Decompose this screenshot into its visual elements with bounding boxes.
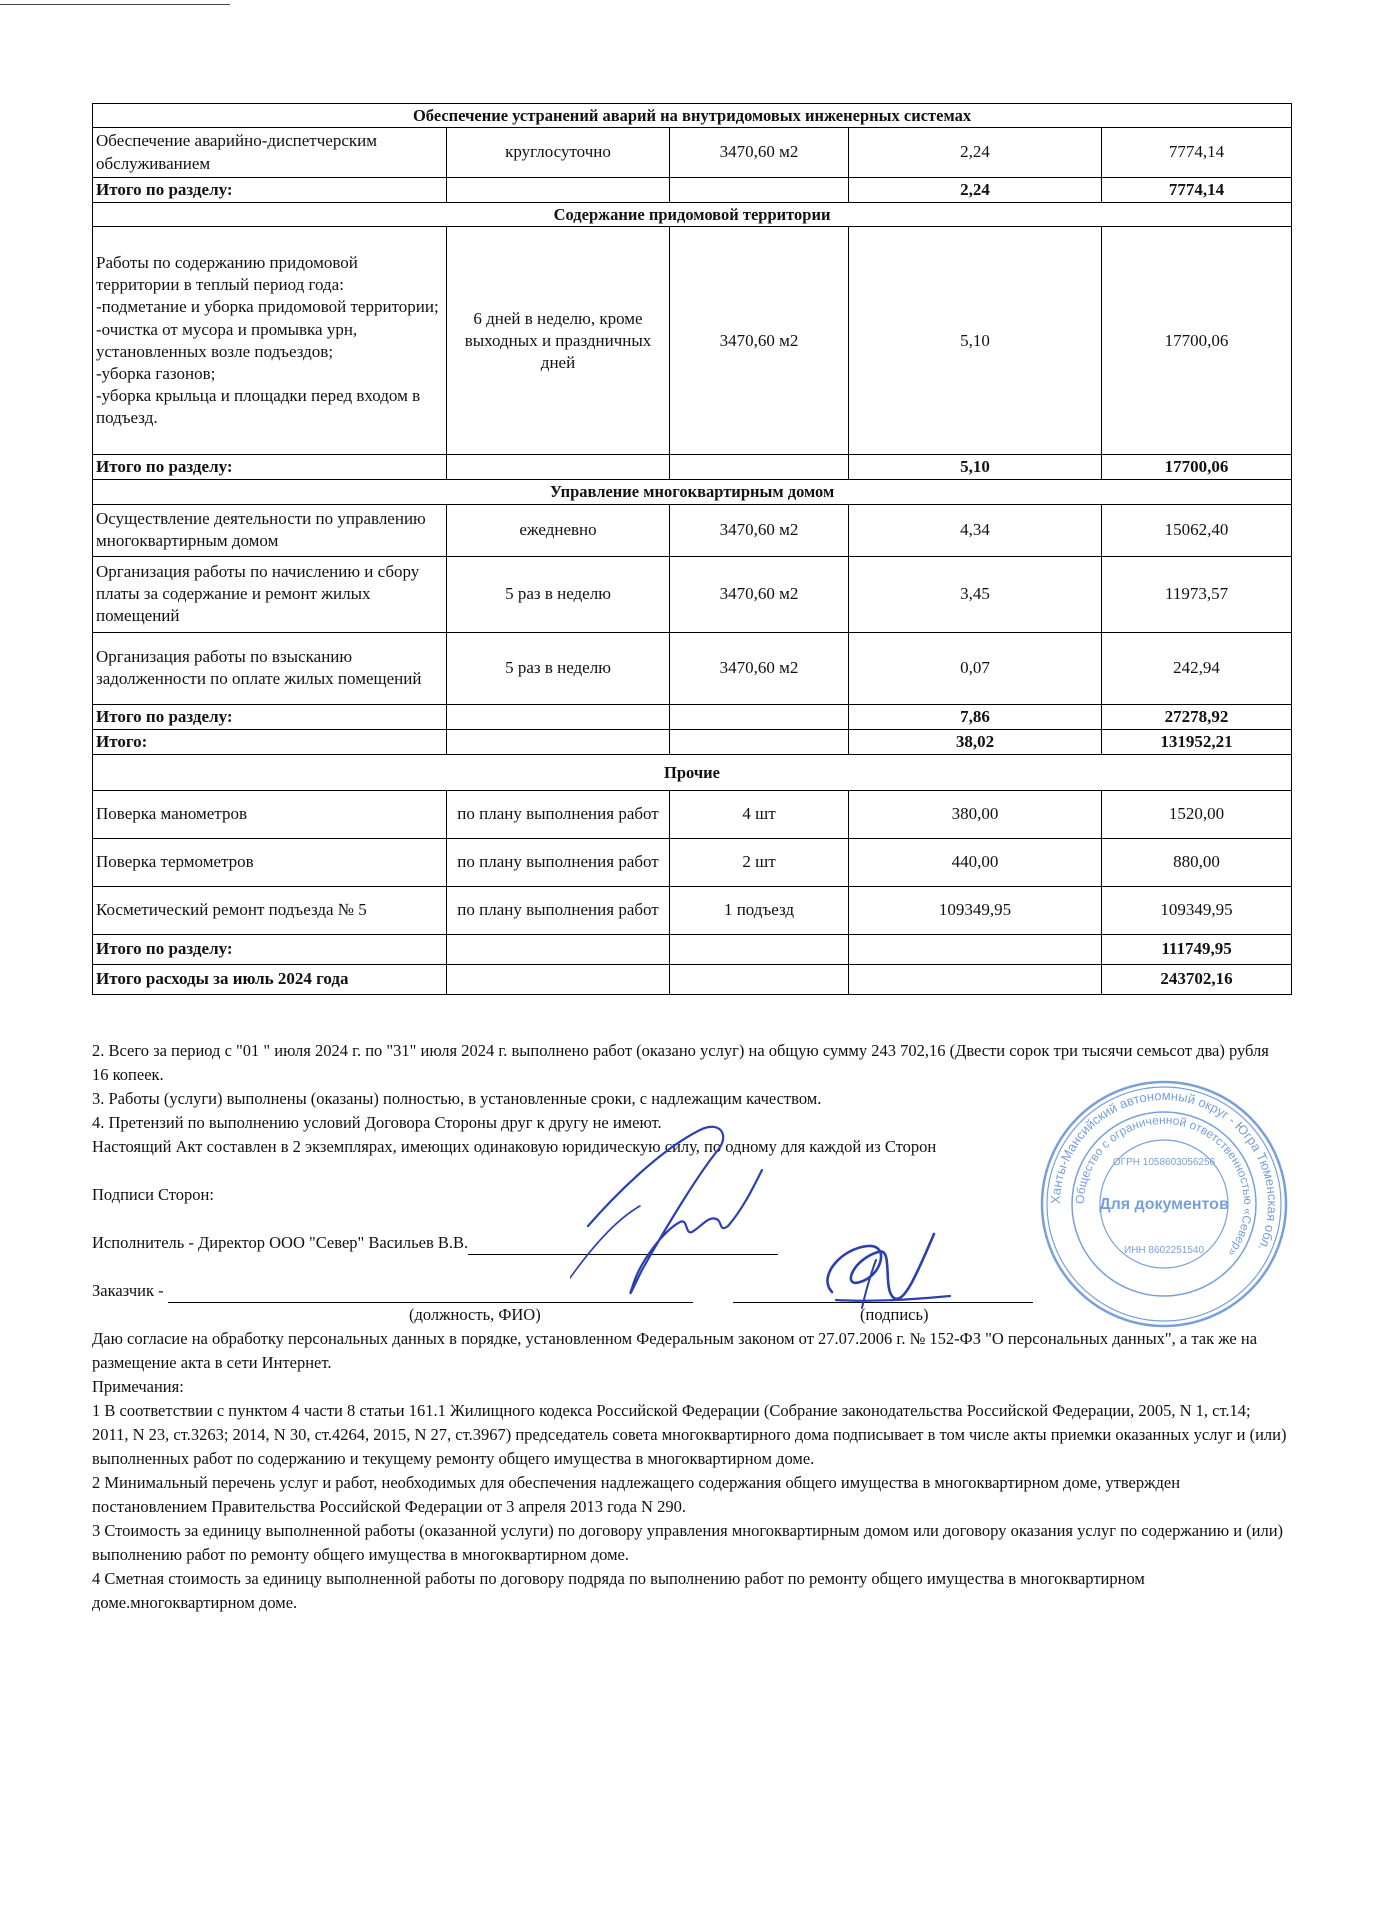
note-1: 1 В соответствии с пунктом 4 части 8 статьи 161.1 Жилищного кодекса Российской Федерации (Собрание законодательства Российской Федерации, 2005, N 1, ст.14; 2011, N 23, ст.3263; 2014, N 30, ст.4264, 2015, N 27, ст.3967) председатель совета многоквартирного дома подписывает в том числе акты приемки оказанных услуг и (или) выполненных работ по содержанию и текущему ремонту общего имущества в многоквартирном доме. bbox=[92, 1401, 1287, 1468]
work-name: Осуществление деятельности по управлению многоквартирным домом bbox=[93, 504, 447, 556]
work-period: 5 раз в неделю bbox=[447, 556, 670, 632]
note-4: 4 Сметная стоимость за единицу выполненной работы по договору подряда по выполнению работ по ремонту общего имущества в многоквартирном доме.многоквартирном доме. bbox=[92, 1569, 1145, 1612]
work-qty: 3470,60 м2 bbox=[670, 227, 849, 455]
position-caption: (должность, ФИО) bbox=[409, 1305, 541, 1324]
work-sum: 880,00 bbox=[1102, 838, 1292, 886]
section-header: Прочие bbox=[93, 754, 1292, 790]
work-qty: 3470,60 м2 bbox=[670, 632, 849, 704]
work-qty: 3470,60 м2 bbox=[670, 128, 849, 177]
clause-3: 3. Работы (услуги) выполнены (оказаны) полностью, в установленные сроки, с надлежащим качеством. bbox=[92, 1089, 822, 1108]
work-price: 380,00 bbox=[849, 790, 1102, 838]
notes-title: Примечания: bbox=[92, 1377, 184, 1396]
executor-signature bbox=[570, 1110, 770, 1310]
work-name: Косметический ремонт подъезда № 5 bbox=[93, 886, 447, 934]
work-sum: 242,94 bbox=[1102, 632, 1292, 704]
table-row bbox=[93, 556, 1292, 632]
table-row bbox=[93, 632, 1292, 704]
section-total: Итого по разделу: 5,10 17700,06 bbox=[93, 455, 1292, 480]
svg-text:ОГРН 1058603056256: ОГРН 1058603056256 bbox=[1112, 1157, 1216, 1168]
work-sum: 17700,06 bbox=[1102, 227, 1292, 455]
table-row bbox=[93, 504, 1292, 556]
work-price: 0,07 bbox=[849, 632, 1102, 704]
clause-4: 4. Претензий по выполнению условий Договора Стороны друг к другу не имеют. bbox=[92, 1113, 662, 1132]
note-2: 2 Минимальный перечень услуг и работ, необходимых для обеспечения надлежащего содержания общего имущества в многоквартирном доме, утвержден постановлением Правительства Российской Федерации от 3 апреля 2013 года N 290. bbox=[92, 1473, 1181, 1516]
section-header: Обеспечение устранений аварий на внутридомовых инженерных системах bbox=[93, 104, 1292, 128]
expenses-total-row: Итого расходы за июль 2024 года 243702,16 bbox=[93, 964, 1292, 994]
table-row bbox=[93, 227, 1292, 455]
work-price: 2,24 bbox=[849, 128, 1102, 177]
work-price: 4,34 bbox=[849, 504, 1102, 556]
work-qty: 3470,60 м2 bbox=[670, 556, 849, 632]
work-name: Поверка манометров bbox=[93, 790, 447, 838]
clause-5: Настоящий Акт составлен в 2 экземплярах, имеющих одинаковую юридическую силу, по одному для каждой из Сторон bbox=[92, 1137, 937, 1156]
work-period: 6 дней в неделю, кроме выходных и праздничных дней bbox=[447, 227, 670, 455]
customer-signature bbox=[812, 1220, 952, 1330]
work-name: Поверка термометров bbox=[93, 838, 447, 886]
grand-total-row: Итого: 38,02 131952,21 bbox=[93, 729, 1292, 754]
work-price: 109349,95 bbox=[849, 886, 1102, 934]
svg-text:Ханты-Мансийский автономный ок: Ханты-Мансийский автономный округ - Югра Тюменская обл. bbox=[1047, 1087, 1281, 1254]
work-name: Работы по содержанию придомовой территории в теплый период года: -подметание и уборка придомовой территории; -очистка от мусора и промывка урн, установленных возле подъездов; -уборка газонов; -уборка крыльца и площадки перед входом в подъезд. bbox=[93, 227, 447, 455]
table-row bbox=[93, 790, 1292, 838]
work-sum: 109349,95 bbox=[1102, 886, 1292, 934]
consent-text: Даю согласие на обработку персональных данных в порядке, установленном Федеральным законом от 27.07.2006 г. № 152-ФЗ "О персональных данных", а так же на размещение акта в сети Интернет. bbox=[92, 1329, 1258, 1372]
work-sum: 1520,00 bbox=[1102, 790, 1292, 838]
work-period: по плану выполнения работ bbox=[447, 790, 670, 838]
executor-label: Исполнитель - Директор ООО "Север" Васильев В.В. bbox=[92, 1233, 469, 1252]
work-price: 3,45 bbox=[849, 556, 1102, 632]
section-total: Итого по разделу: 2,24 7774,14 bbox=[93, 177, 1292, 202]
company-stamp bbox=[1035, 1075, 1293, 1333]
svg-text:ИНН 8602251540: ИНН 8602251540 bbox=[1123, 1245, 1205, 1256]
work-qty: 4 шт bbox=[670, 790, 849, 838]
work-period: ежедневно bbox=[447, 504, 670, 556]
work-sum: 15062,40 bbox=[1102, 504, 1292, 556]
work-period: по плану выполнения работ bbox=[447, 886, 670, 934]
works-table bbox=[92, 103, 1292, 995]
work-name: Организация работы по начислению и сбору платы за содержание и ремонт жилых помещений bbox=[93, 556, 447, 632]
note-3: 3 Стоимость за единицу выполненной работы (оказанной услуги) по договору управления многоквартирным домом или договору оказания услуг по содержанию и (или) выполнению работ по ремонту общего имущества в многоквартирном доме. bbox=[92, 1521, 1284, 1564]
work-price: 5,10 bbox=[849, 227, 1102, 455]
signatures-title: Подписи Сторон: bbox=[92, 1185, 214, 1204]
section-header: Управление многоквартирным домом bbox=[93, 480, 1292, 504]
section-header: Содержание придомовой территории bbox=[93, 202, 1292, 226]
customer-label: Заказчик - bbox=[92, 1281, 164, 1300]
svg-text:Общество с ограниченной ответс: Общество с ограниченной ответственностью «Север» bbox=[1072, 1112, 1256, 1260]
work-name: Обеспечение аварийно-диспетчерским обслуживанием bbox=[93, 128, 447, 177]
section-total: Итого по разделу: 7,86 27278,92 bbox=[93, 704, 1292, 729]
clause-2: 2. Всего за период с "01 " июля 2024 г. по "31" июля 2024 г. выполнено работ (оказано услуг) на общую сумму 243 702,16 (Двести сорок три тысячи семьсот два) рубля 16 копеек. bbox=[92, 1041, 1269, 1084]
table-row bbox=[93, 838, 1292, 886]
work-period: круглосуточно bbox=[447, 128, 670, 177]
work-sum: 11973,57 bbox=[1102, 556, 1292, 632]
work-name: Организация работы по взысканию задолженности по оплате жилых помещений bbox=[93, 632, 447, 704]
table-row bbox=[93, 886, 1292, 934]
work-sum: 7774,14 bbox=[1102, 128, 1292, 177]
work-qty: 3470,60 м2 bbox=[670, 504, 849, 556]
section-total: Итого по разделу: 111749,95 bbox=[93, 934, 1292, 964]
sign-caption: (подпись) bbox=[860, 1305, 929, 1324]
work-price: 440,00 bbox=[849, 838, 1102, 886]
work-qty: 2 шт bbox=[670, 838, 849, 886]
work-period: по плану выполнения работ bbox=[447, 838, 670, 886]
work-qty: 1 подъезд bbox=[670, 886, 849, 934]
work-period: 5 раз в неделю bbox=[447, 632, 670, 704]
scan-edge-line bbox=[0, 4, 230, 5]
table-row bbox=[93, 128, 1292, 177]
svg-text:Для документов: Для документов bbox=[1099, 1196, 1229, 1213]
